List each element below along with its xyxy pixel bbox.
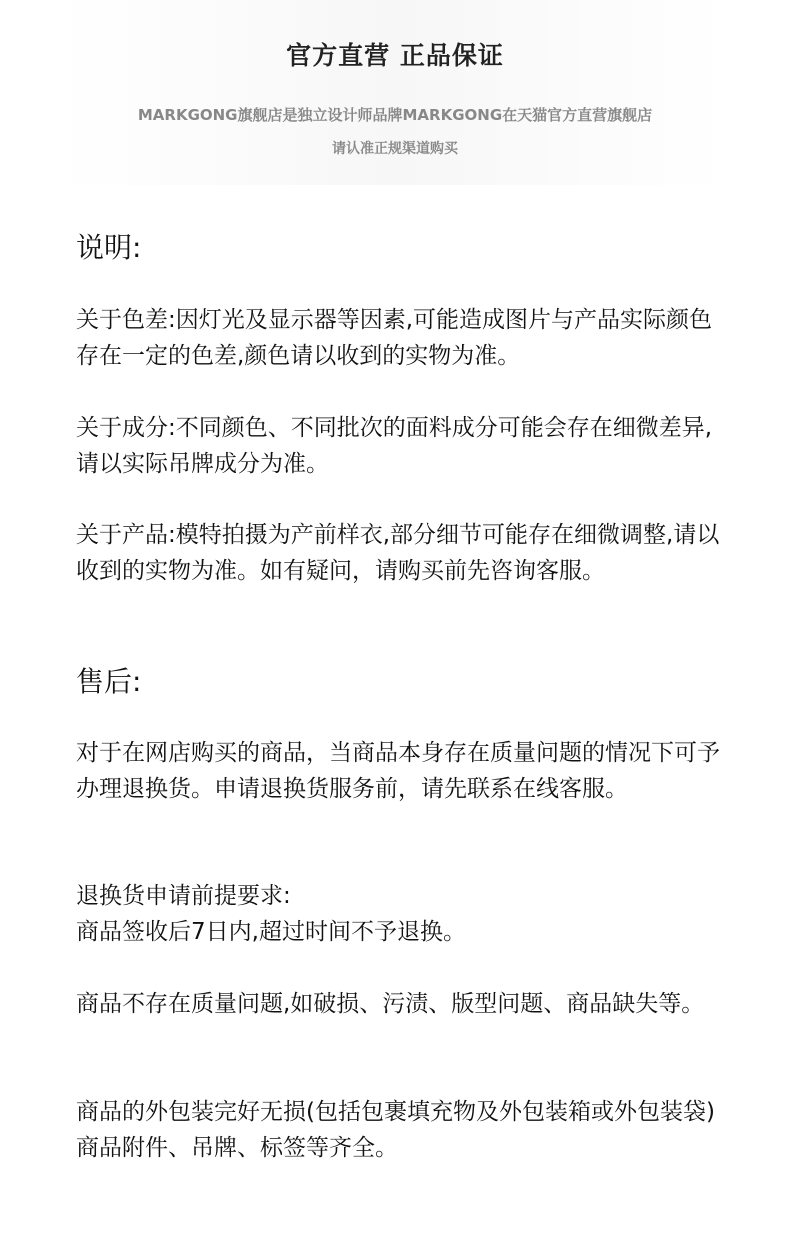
banner-subtitle-store: MARKGONG旗舰店是独立设计师品牌MARKGONG在天猫官方直营旗舰店 [137, 106, 653, 124]
color-difference-note: 关于色差:因灯光及显示器等因素,可能造成图片与产品实际颜色存在一定的色差,颜色请以收到的实物为准。 [76, 307, 713, 369]
after-sales-intro: 对于在网店购买的商品，当商品本身存在质量问题的情况下可予办理退换货。申请退换货服务前，请先联系在线客服。 [76, 740, 720, 802]
product-detail-note: 关于产品:模特拍摄为产前样衣,部分细节可能存在细微调整,请以收到的实物为准。如有疑问，请购买前先咨询客服。 [76, 522, 720, 584]
banner-title: 官方直营 正品保证 [286, 41, 504, 70]
after-sales-heading: 售后: [76, 665, 142, 698]
material-composition-note: 关于成分:不同颜色、不同批次的面料成分可能会存在细微差异,请以实际吊牌成分为准。 [76, 415, 713, 477]
return-requirements-title: 退换货申请前提要求: [76, 883, 291, 909]
return-requirement-no-quality-issue: 商品不存在质量问题,如破损、污渍、版型问题、商品缺失等。 [76, 991, 705, 1017]
return-requirement-time-limit: 商品签收后7日内,超过时间不予退换。 [76, 919, 466, 945]
explanation-heading: 说明: [76, 231, 142, 264]
banner-subtitle-channel: 请认准正规渠道购买 [332, 141, 458, 157]
return-requirement-intact-packaging: 商品的外包装完好无损(包括包裹填充物及外包装箱或外包装袋)商品附件、吊牌、标签等齐全。 [76, 1099, 715, 1161]
